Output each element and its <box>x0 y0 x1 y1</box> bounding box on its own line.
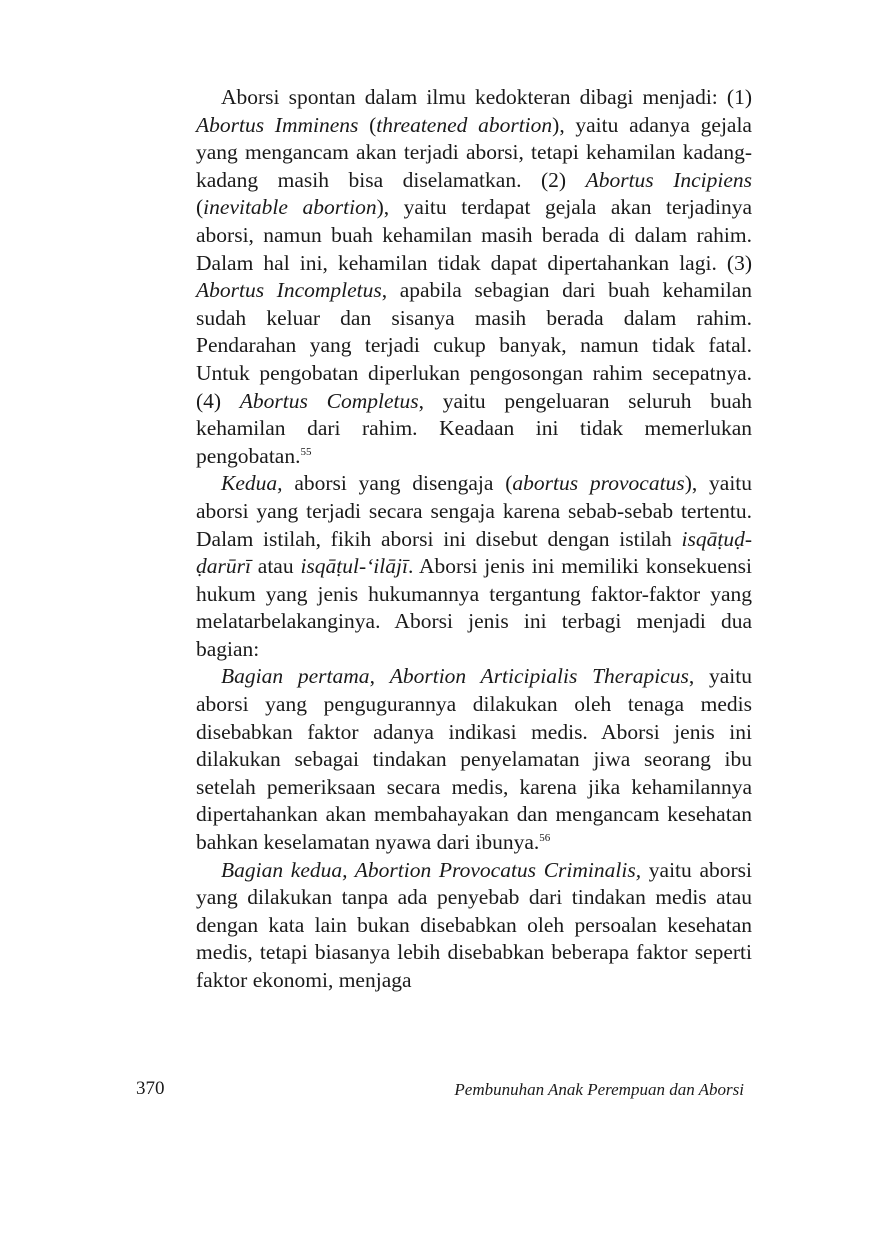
text-run: ), yaitu adanya gejala yang mengancam akan terjadi aborsi, tetapi kehamilan kadang-kadang masih bisa diselamatkan. (2) <box>196 112 752 192</box>
text-run: ), yaitu aborsi yang terjadi secara sengaja karena sebab-sebab tertentu. Dalam istilah, fikih aborsi ini disebut dengan istilah <box>196 471 753 551</box>
italic-term: Abortion Articipialis Therapicus <box>389 664 689 689</box>
paragraph-kedua-aborsi-disengaja <box>196 470 752 663</box>
text-run: atau <box>250 554 301 579</box>
italic-term: Abortus Incipiens <box>585 167 753 192</box>
italic-term: inevitable abortion <box>203 195 377 220</box>
italic-term: Bagian pertama <box>221 664 370 689</box>
footnote-marker: 55 <box>300 445 312 458</box>
italic-term: threatened abortion <box>376 112 553 137</box>
text-run: . Aborsi jenis ini memiliki konsekuensi hukum yang jenis hukumannya tergantung faktor-faktor yang melatarbelakanginya. Aborsi jenis ini terbagi menjadi dua bagian: <box>196 554 753 661</box>
text-run: ), yaitu terdapat gejala akan terjadinya aborsi, namun buah kehamilan masih berada di dalam rahim. Dalam hal ini, kehamilan tidak dapat dipertahankan lagi. (3) <box>196 195 752 275</box>
paragraph-aborsi-spontan <box>196 84 752 470</box>
page-footer <box>136 1078 744 1102</box>
footnote-marker: 56 <box>539 832 551 845</box>
italic-term: Abortus Incompletus <box>196 278 382 303</box>
text-run: , yaitu aborsi yang pengugurannya dilakukan oleh tenaga medis disebabkan faktor adanya indikasi medis. Aborsi jenis ini dilakukan sebagai tindakan penyelamatan jiwa seorang ibu setelah pemeriksaan secara medis, karena jika kehamilannya dipertahankan akan membahayakan dan mengancam kesehatan bahkan keselamatan nyawa dari ibunya. <box>196 664 752 855</box>
text-run: , apabila sebagian dari buah kehamilan sudah keluar dan sisanya masih berada dalam rahim. Pendarahan yang terjadi cukup banyak, namun tidak fatal. Untuk pengobatan diperlukan pengosongan rahim secepatnya. (4) <box>196 278 752 413</box>
paragraph-bagian-pertama <box>196 663 752 856</box>
text-run: aborsi yang disengaja ( <box>282 471 513 496</box>
paragraph-bagian-kedua <box>196 857 752 995</box>
italic-term: Kedua, <box>221 471 283 496</box>
text-run: , yaitu pengeluaran seluruh buah kehamilan dari rahim. Keadaan ini tidak memerlukan pengobatan. <box>196 388 752 468</box>
running-title: Pembunuhan Anak Perempuan dan Aborsi <box>454 1080 744 1099</box>
body-text <box>196 84 752 995</box>
text-run: ( <box>196 195 204 220</box>
text-run: Aborsi spontan dalam ilmu kedokteran dibagi menjadi: (1) <box>221 85 752 109</box>
text-run: yaitu aborsi yang dilakukan tanpa ada penyebab dari tindakan medis atau dengan kata lain bukan disebabkan oleh persoalan kesehatan medis, tetapi biasanya lebih disebabkan beberapa faktor seperti faktor ekonomi, menjaga <box>196 857 752 992</box>
italic-term: isqāṭul-‘ilājī <box>300 554 408 579</box>
italic-term: Bagian kedua, Abortion Provocatus Criminalis, <box>221 857 642 882</box>
italic-term: Abortus Completus <box>239 388 419 413</box>
italic-term: isqāṭuḍ-ḍarūrī <box>196 526 752 579</box>
italic-term: abortus provocatus <box>512 471 685 496</box>
text-run: ( <box>358 112 377 137</box>
italic-term: Abortus Imminens <box>196 112 359 137</box>
page-number: 370 <box>136 1078 165 1099</box>
text-run: , <box>369 664 390 689</box>
